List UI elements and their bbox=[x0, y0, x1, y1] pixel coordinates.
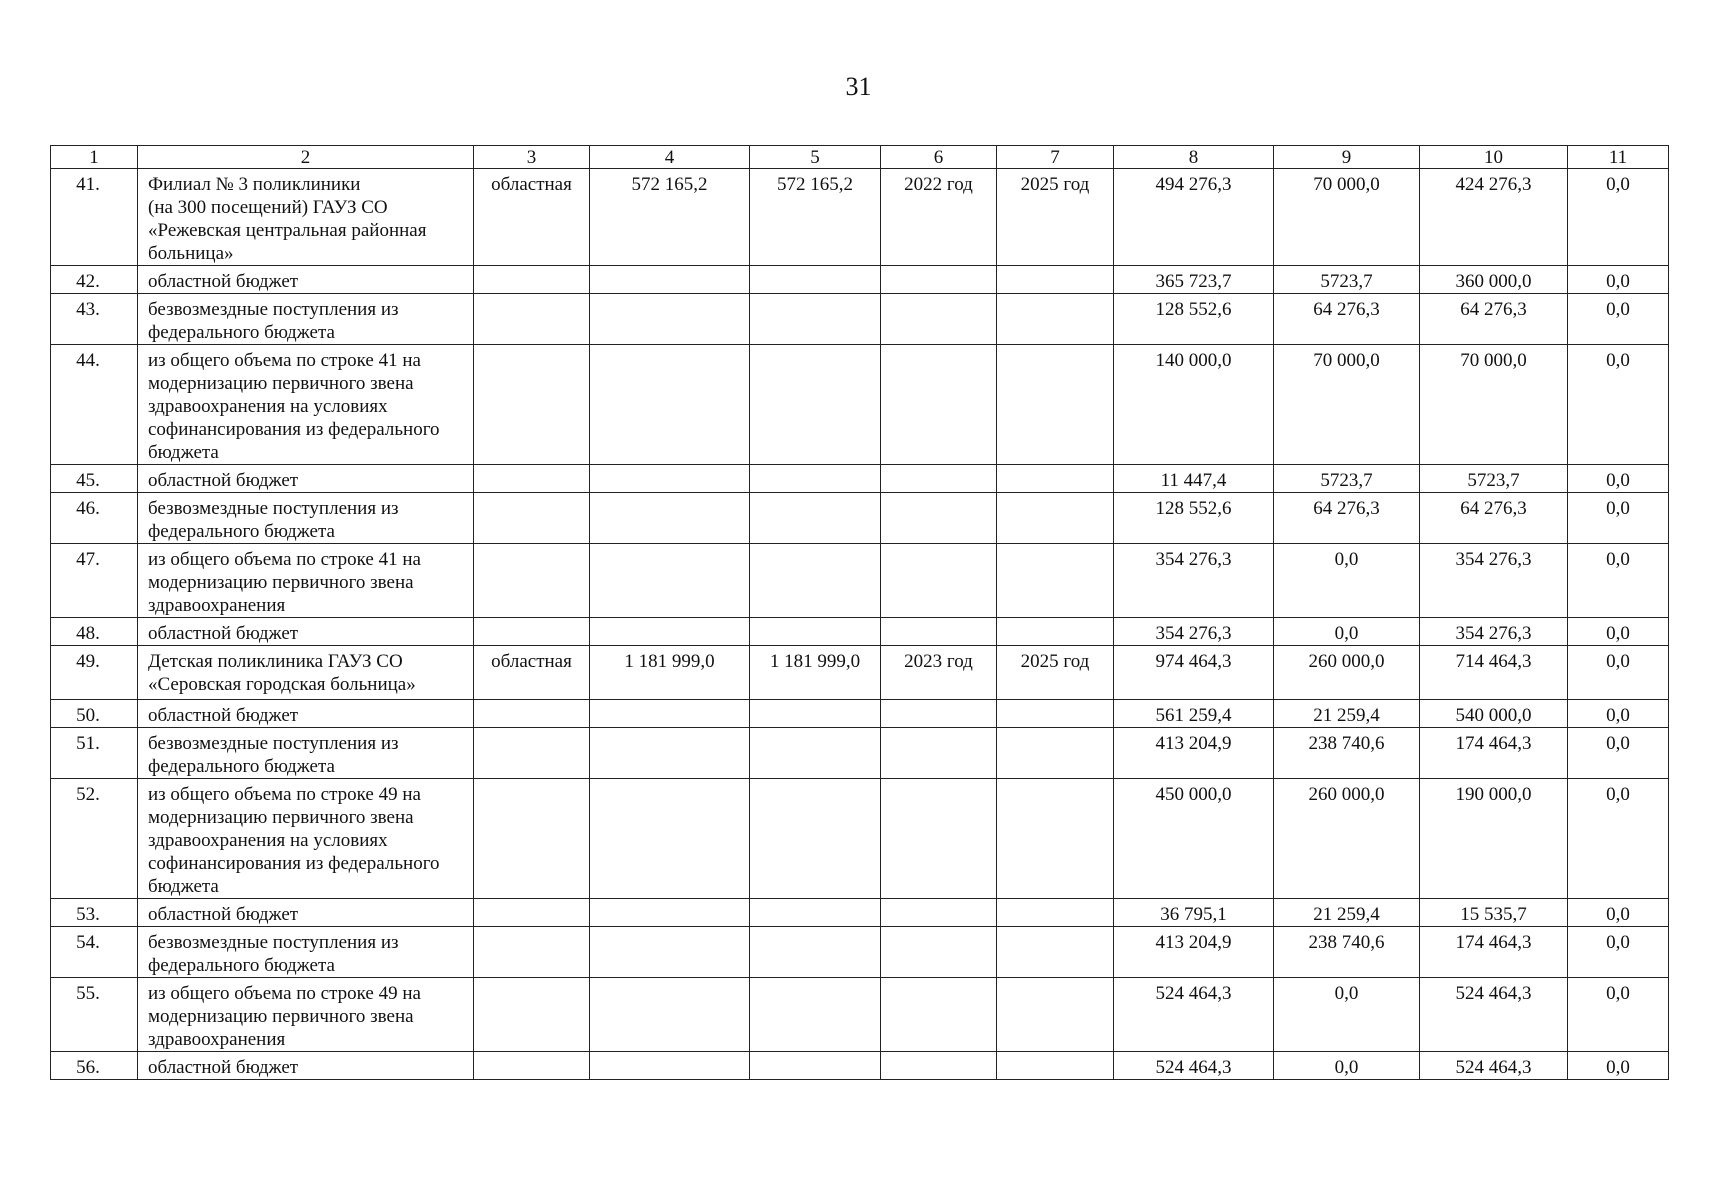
row-name-cell: безвозмездные поступления из федерального бюджета bbox=[138, 493, 474, 544]
row-cost-remaining-cell bbox=[750, 266, 881, 294]
row-number-cell: 56. bbox=[51, 1052, 138, 1080]
row-year-2-cell: 354 276,3 bbox=[1420, 618, 1568, 646]
row-year-3-cell: 0,0 bbox=[1568, 728, 1669, 779]
row-end-year-cell bbox=[997, 978, 1114, 1052]
row-estimated-cost-cell bbox=[590, 779, 750, 899]
row-number-cell: 50. bbox=[51, 700, 138, 728]
table-row bbox=[51, 266, 1669, 294]
row-cost-remaining-cell bbox=[750, 779, 881, 899]
row-year-2-cell: 360 000,0 bbox=[1420, 266, 1568, 294]
row-cost-remaining-cell bbox=[750, 927, 881, 978]
column-header: 5 bbox=[750, 146, 881, 169]
row-end-year-cell bbox=[997, 1052, 1114, 1080]
row-significance-cell bbox=[474, 779, 590, 899]
row-name-cell: областной бюджет bbox=[138, 700, 474, 728]
row-estimated-cost-cell bbox=[590, 899, 750, 927]
table-row bbox=[51, 465, 1669, 493]
row-year-1-cell: 260 000,0 bbox=[1274, 779, 1420, 899]
row-name-cell: областной бюджет bbox=[138, 1052, 474, 1080]
row-estimated-cost-cell bbox=[590, 618, 750, 646]
row-end-year-cell bbox=[997, 544, 1114, 618]
row-name-cell: Детская поликлиника ГАУЗ СО «Серовская городская больница» bbox=[138, 646, 474, 700]
row-year-3-cell: 0,0 bbox=[1568, 1052, 1669, 1080]
row-estimated-cost-cell bbox=[590, 700, 750, 728]
table-row bbox=[51, 700, 1669, 728]
column-header: 4 bbox=[590, 146, 750, 169]
row-end-year-cell bbox=[997, 493, 1114, 544]
row-total-cell: 450 000,0 bbox=[1114, 779, 1274, 899]
column-header: 6 bbox=[881, 146, 997, 169]
row-number-cell: 48. bbox=[51, 618, 138, 646]
row-total-cell: 561 259,4 bbox=[1114, 700, 1274, 728]
row-estimated-cost-cell bbox=[590, 544, 750, 618]
row-number-cell: 41. bbox=[51, 169, 138, 266]
row-total-cell: 140 000,0 bbox=[1114, 345, 1274, 465]
row-start-year-cell bbox=[881, 266, 997, 294]
row-year-1-cell: 0,0 bbox=[1274, 978, 1420, 1052]
row-cost-remaining-cell bbox=[750, 1052, 881, 1080]
row-significance-cell: областная bbox=[474, 169, 590, 266]
row-year-2-cell: 174 464,3 bbox=[1420, 728, 1568, 779]
row-year-1-cell: 64 276,3 bbox=[1274, 294, 1420, 345]
row-cost-remaining-cell bbox=[750, 899, 881, 927]
table-row bbox=[51, 899, 1669, 927]
row-start-year-cell bbox=[881, 700, 997, 728]
row-year-2-cell: 540 000,0 bbox=[1420, 700, 1568, 728]
header-row bbox=[51, 146, 1669, 169]
column-header: 8 bbox=[1114, 146, 1274, 169]
row-number-cell: 52. bbox=[51, 779, 138, 899]
row-name-cell: из общего объема по строке 41 на модернизацию первичного звена здравоохранения на условиях софинансирования из федерального бюджета bbox=[138, 345, 474, 465]
row-year-1-cell: 21 259,4 bbox=[1274, 899, 1420, 927]
row-year-3-cell: 0,0 bbox=[1568, 899, 1669, 927]
table-row bbox=[51, 345, 1669, 465]
row-name-cell: безвозмездные поступления из федерального бюджета bbox=[138, 294, 474, 345]
table-row bbox=[51, 169, 1669, 266]
row-year-2-cell: 524 464,3 bbox=[1420, 978, 1568, 1052]
row-name-cell: областной бюджет bbox=[138, 266, 474, 294]
row-name-cell: из общего объема по строке 41 на модернизацию первичного звена здравоохранения bbox=[138, 544, 474, 618]
row-end-year-cell: 2025 год bbox=[997, 169, 1114, 266]
row-start-year-cell bbox=[881, 728, 997, 779]
row-name-cell: безвозмездные поступления из федерального бюджета bbox=[138, 728, 474, 779]
row-year-2-cell: 64 276,3 bbox=[1420, 493, 1568, 544]
row-estimated-cost-cell bbox=[590, 345, 750, 465]
row-start-year-cell bbox=[881, 1052, 997, 1080]
row-cost-remaining-cell: 572 165,2 bbox=[750, 169, 881, 266]
row-significance-cell bbox=[474, 345, 590, 465]
row-start-year-cell bbox=[881, 544, 997, 618]
row-number-cell: 44. bbox=[51, 345, 138, 465]
row-significance-cell bbox=[474, 465, 590, 493]
row-total-cell: 413 204,9 bbox=[1114, 728, 1274, 779]
row-year-1-cell: 5723,7 bbox=[1274, 266, 1420, 294]
row-estimated-cost-cell bbox=[590, 927, 750, 978]
row-year-1-cell: 64 276,3 bbox=[1274, 493, 1420, 544]
row-end-year-cell bbox=[997, 779, 1114, 899]
row-total-cell: 354 276,3 bbox=[1114, 618, 1274, 646]
row-year-1-cell: 238 740,6 bbox=[1274, 927, 1420, 978]
column-header: 10 bbox=[1420, 146, 1568, 169]
row-end-year-cell bbox=[997, 465, 1114, 493]
table-row bbox=[51, 927, 1669, 978]
row-total-cell: 354 276,3 bbox=[1114, 544, 1274, 618]
row-year-3-cell: 0,0 bbox=[1568, 345, 1669, 465]
row-number-cell: 53. bbox=[51, 899, 138, 927]
row-year-2-cell: 174 464,3 bbox=[1420, 927, 1568, 978]
row-year-1-cell: 238 740,6 bbox=[1274, 728, 1420, 779]
row-name-cell: безвозмездные поступления из федерального бюджета bbox=[138, 927, 474, 978]
row-start-year-cell bbox=[881, 493, 997, 544]
row-year-2-cell: 524 464,3 bbox=[1420, 1052, 1568, 1080]
row-estimated-cost-cell: 572 165,2 bbox=[590, 169, 750, 266]
column-header: 2 bbox=[138, 146, 474, 169]
row-total-cell: 524 464,3 bbox=[1114, 1052, 1274, 1080]
row-number-cell: 46. bbox=[51, 493, 138, 544]
row-total-cell: 494 276,3 bbox=[1114, 169, 1274, 266]
row-year-2-cell: 15 535,7 bbox=[1420, 899, 1568, 927]
row-end-year-cell bbox=[997, 294, 1114, 345]
row-total-cell: 128 552,6 bbox=[1114, 294, 1274, 345]
row-end-year-cell: 2025 год bbox=[997, 646, 1114, 700]
row-total-cell: 365 723,7 bbox=[1114, 266, 1274, 294]
row-significance-cell bbox=[474, 700, 590, 728]
row-start-year-cell bbox=[881, 618, 997, 646]
row-end-year-cell bbox=[997, 728, 1114, 779]
table-row bbox=[51, 728, 1669, 779]
row-start-year-cell bbox=[881, 465, 997, 493]
column-header: 1 bbox=[51, 146, 138, 169]
row-year-2-cell: 714 464,3 bbox=[1420, 646, 1568, 700]
row-year-3-cell: 0,0 bbox=[1568, 700, 1669, 728]
table-row bbox=[51, 618, 1669, 646]
table-row bbox=[51, 544, 1669, 618]
row-year-1-cell: 70 000,0 bbox=[1274, 345, 1420, 465]
row-significance-cell: областная bbox=[474, 646, 590, 700]
row-number-cell: 42. bbox=[51, 266, 138, 294]
row-year-2-cell: 354 276,3 bbox=[1420, 544, 1568, 618]
row-year-3-cell: 0,0 bbox=[1568, 294, 1669, 345]
row-year-2-cell: 70 000,0 bbox=[1420, 345, 1568, 465]
row-number-cell: 49. bbox=[51, 646, 138, 700]
table-body bbox=[51, 169, 1669, 1080]
row-cost-remaining-cell: 1 181 999,0 bbox=[750, 646, 881, 700]
row-total-cell: 128 552,6 bbox=[1114, 493, 1274, 544]
row-start-year-cell: 2023 год bbox=[881, 646, 997, 700]
row-number-cell: 54. bbox=[51, 927, 138, 978]
row-estimated-cost-cell bbox=[590, 465, 750, 493]
row-total-cell: 36 795,1 bbox=[1114, 899, 1274, 927]
row-total-cell: 524 464,3 bbox=[1114, 978, 1274, 1052]
row-significance-cell bbox=[474, 266, 590, 294]
row-name-cell: областной бюджет bbox=[138, 618, 474, 646]
row-end-year-cell bbox=[997, 899, 1114, 927]
row-year-3-cell: 0,0 bbox=[1568, 266, 1669, 294]
row-number-cell: 47. bbox=[51, 544, 138, 618]
budget-table bbox=[50, 145, 1669, 1080]
row-significance-cell bbox=[474, 294, 590, 345]
row-start-year-cell bbox=[881, 294, 997, 345]
row-year-2-cell: 64 276,3 bbox=[1420, 294, 1568, 345]
row-year-2-cell: 424 276,3 bbox=[1420, 169, 1568, 266]
row-start-year-cell bbox=[881, 978, 997, 1052]
row-end-year-cell bbox=[997, 266, 1114, 294]
row-start-year-cell bbox=[881, 779, 997, 899]
row-year-2-cell: 5723,7 bbox=[1420, 465, 1568, 493]
row-year-1-cell: 0,0 bbox=[1274, 1052, 1420, 1080]
row-name-cell: областной бюджет bbox=[138, 465, 474, 493]
row-significance-cell bbox=[474, 1052, 590, 1080]
row-year-1-cell: 260 000,0 bbox=[1274, 646, 1420, 700]
row-name-cell: из общего объема по строке 49 на модернизацию первичного звена здравоохранения на условиях софинансирования из федерального бюджета bbox=[138, 779, 474, 899]
row-year-1-cell: 0,0 bbox=[1274, 618, 1420, 646]
row-year-1-cell: 21 259,4 bbox=[1274, 700, 1420, 728]
row-significance-cell bbox=[474, 618, 590, 646]
table-row bbox=[51, 646, 1669, 700]
row-total-cell: 11 447,4 bbox=[1114, 465, 1274, 493]
row-year-2-cell: 190 000,0 bbox=[1420, 779, 1568, 899]
row-total-cell: 413 204,9 bbox=[1114, 927, 1274, 978]
column-header: 9 bbox=[1274, 146, 1420, 169]
row-number-cell: 45. bbox=[51, 465, 138, 493]
row-significance-cell bbox=[474, 899, 590, 927]
row-year-3-cell: 0,0 bbox=[1568, 544, 1669, 618]
row-estimated-cost-cell bbox=[590, 1052, 750, 1080]
row-cost-remaining-cell bbox=[750, 465, 881, 493]
row-cost-remaining-cell bbox=[750, 978, 881, 1052]
row-estimated-cost-cell bbox=[590, 493, 750, 544]
column-header: 3 bbox=[474, 146, 590, 169]
column-header: 11 bbox=[1568, 146, 1669, 169]
table-row bbox=[51, 1052, 1669, 1080]
row-name-cell: из общего объема по строке 49 на модернизацию первичного звена здравоохранения bbox=[138, 978, 474, 1052]
row-estimated-cost-cell bbox=[590, 266, 750, 294]
table-row bbox=[51, 978, 1669, 1052]
row-start-year-cell bbox=[881, 899, 997, 927]
column-header: 7 bbox=[997, 146, 1114, 169]
row-estimated-cost-cell bbox=[590, 728, 750, 779]
row-end-year-cell bbox=[997, 700, 1114, 728]
row-total-cell: 974 464,3 bbox=[1114, 646, 1274, 700]
row-estimated-cost-cell bbox=[590, 978, 750, 1052]
row-estimated-cost-cell bbox=[590, 294, 750, 345]
row-cost-remaining-cell bbox=[750, 618, 881, 646]
row-end-year-cell bbox=[997, 618, 1114, 646]
row-number-cell: 43. bbox=[51, 294, 138, 345]
row-significance-cell bbox=[474, 544, 590, 618]
row-number-cell: 51. bbox=[51, 728, 138, 779]
row-end-year-cell bbox=[997, 927, 1114, 978]
row-cost-remaining-cell bbox=[750, 493, 881, 544]
row-name-cell: областной бюджет bbox=[138, 899, 474, 927]
row-significance-cell bbox=[474, 978, 590, 1052]
row-start-year-cell bbox=[881, 345, 997, 465]
row-cost-remaining-cell bbox=[750, 700, 881, 728]
row-year-1-cell: 0,0 bbox=[1274, 544, 1420, 618]
row-estimated-cost-cell: 1 181 999,0 bbox=[590, 646, 750, 700]
row-cost-remaining-cell bbox=[750, 345, 881, 465]
row-significance-cell bbox=[474, 728, 590, 779]
row-year-3-cell: 0,0 bbox=[1568, 646, 1669, 700]
table-row bbox=[51, 294, 1669, 345]
row-start-year-cell bbox=[881, 927, 997, 978]
row-year-3-cell: 0,0 bbox=[1568, 465, 1669, 493]
table-row bbox=[51, 779, 1669, 899]
page-number: 31 bbox=[845, 72, 872, 101]
row-year-3-cell: 0,0 bbox=[1568, 927, 1669, 978]
row-year-3-cell: 0,0 bbox=[1568, 169, 1669, 266]
row-significance-cell bbox=[474, 927, 590, 978]
row-cost-remaining-cell bbox=[750, 544, 881, 618]
row-year-3-cell: 0,0 bbox=[1568, 618, 1669, 646]
table-row bbox=[51, 493, 1669, 544]
row-start-year-cell: 2022 год bbox=[881, 169, 997, 266]
row-cost-remaining-cell bbox=[750, 294, 881, 345]
row-year-3-cell: 0,0 bbox=[1568, 493, 1669, 544]
row-end-year-cell bbox=[997, 345, 1114, 465]
row-number-cell: 55. bbox=[51, 978, 138, 1052]
row-significance-cell bbox=[474, 493, 590, 544]
row-name-cell: Филиал № 3 поликлиники (на 300 посещений) ГАУЗ СО «Режевская центральная районная больница» bbox=[138, 169, 474, 266]
row-cost-remaining-cell bbox=[750, 728, 881, 779]
row-year-1-cell: 70 000,0 bbox=[1274, 169, 1420, 266]
row-year-3-cell: 0,0 bbox=[1568, 779, 1669, 899]
row-year-3-cell: 0,0 bbox=[1568, 978, 1669, 1052]
row-year-1-cell: 5723,7 bbox=[1274, 465, 1420, 493]
